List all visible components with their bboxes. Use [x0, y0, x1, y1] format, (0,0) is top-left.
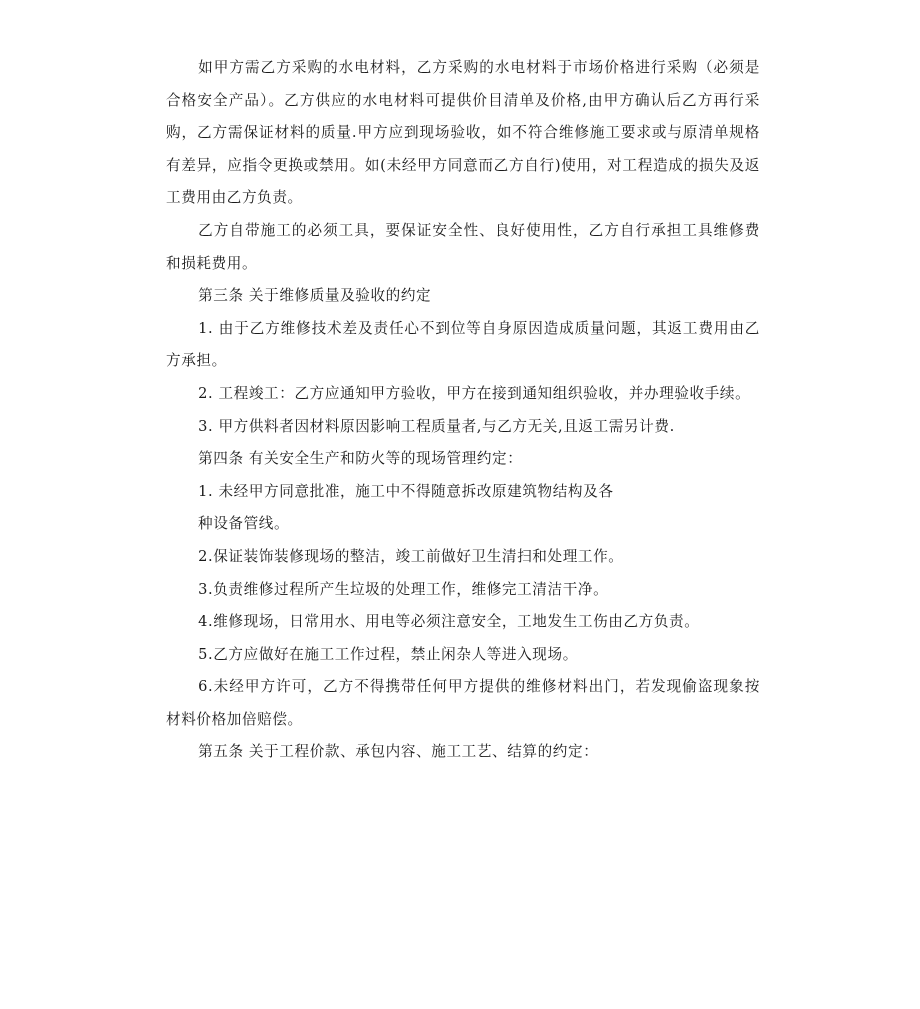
article-4-item-3: 3.负责维修过程所产生垃圾的处理工作，维修完工清洁干净。: [198, 580, 609, 598]
paragraph-material-purchase: 如甲方需乙方采购的水电材料，乙方采购的水电材料于市场价格进行采购（必须是合格安全产品）。乙方供应的水电材料可提供价目清单及价格,由甲方确认后乙方再行采购，乙方需保证材料的质量.甲方应到现场验收，如不符合维修施工要求或与原清单规格有差异，应指令更换或禁用。如(未经甲方同意而乙方自行)使用，对工程造成的损失及返工费用由乙方负责。: [166, 59, 760, 207]
document-page: [166, 52, 760, 769]
article-4-item-4: 4.维修现场，日常用水、用电等必须注意安全，工地发生工伤由乙方负责。: [198, 613, 700, 631]
article-3-heading: 第三条 关于维修质量及验收的约定: [198, 287, 432, 305]
paragraph-tools: 乙方自带施工的必须工具，要保证安全性、良好使用性，乙方自行承担工具维修费和损耗费用。: [166, 221, 760, 272]
article-3-item-1: 1. 由于乙方维修技术差及责任心不到位等自身原因造成质量问题，其返工费用由乙方承担。: [166, 319, 760, 370]
article-4-item-1-continuation: 种设备管线。: [198, 515, 290, 533]
article-3-item-2: 2. 工程竣工：乙方应通知甲方验收，甲方在接到通知组织验收，并办理验收手续。: [198, 384, 751, 402]
article-5-heading: 第五条 关于工程价款、承包内容、施工工艺、结算的约定：: [198, 743, 599, 761]
article-4-item-6: 6.未经甲方许可，乙方不得携带任何甲方提供的维修材料出门，若发现偷盗现象按材料价格加倍赔偿。: [166, 678, 760, 728]
article-4-heading: 第四条 有关安全生产和防火等的现场管理约定：: [198, 450, 523, 468]
article-4-item-5: 5.乙方应做好在施工工作过程，禁止闲杂人等进入现场。: [198, 645, 578, 663]
article-4-item-2: 2.保证装饰装修现场的整洁，竣工前做好卫生清扫和处理工作。: [198, 547, 624, 565]
article-3-item-3: 3. 甲方供料者因材料原因影响工程质量者,与乙方无关,且返工需另计费.: [198, 417, 675, 435]
article-4-item-1: 1. 未经甲方同意批准，施工中不得随意拆改原建筑物结构及各: [198, 482, 614, 500]
